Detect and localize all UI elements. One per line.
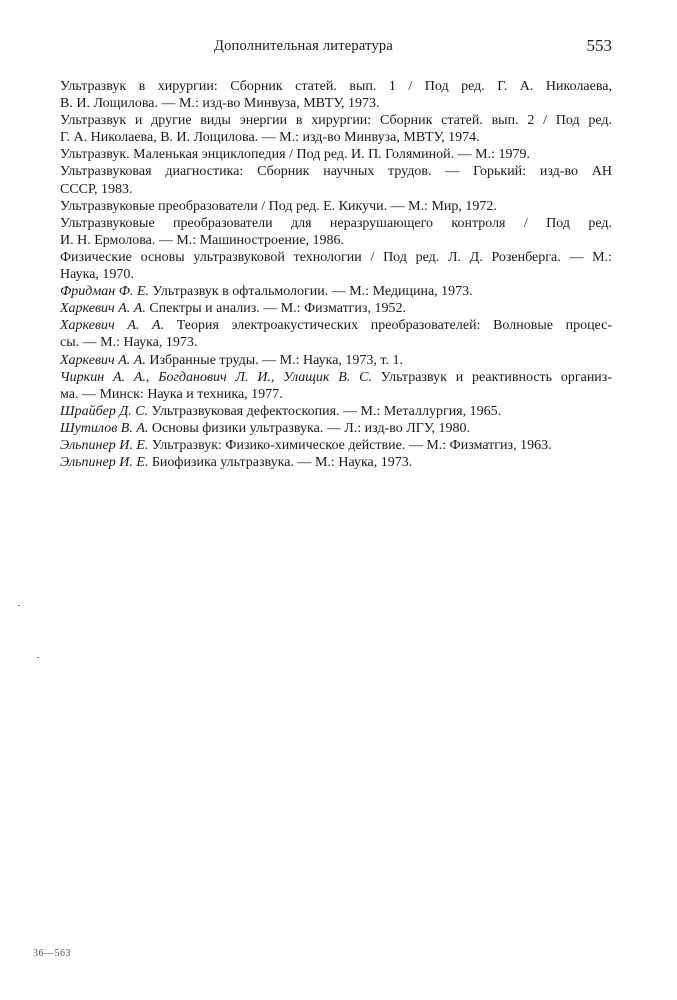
reference-line bbox=[60, 420, 612, 437]
reference-entry bbox=[60, 317, 612, 351]
reference-text: Физические основы ультразвуковой технологии / Под ред. Л. Д. Розенберга. — М.: bbox=[60, 249, 612, 265]
reference-entry bbox=[60, 198, 612, 215]
reference-line bbox=[60, 163, 612, 180]
reference-author: Чиркин А. А., Богданович Л. И., Улащик В. С. bbox=[60, 369, 372, 385]
reference-text: Г. А. Николаева, В. И. Лощилова. — М.: изд-во Минвуза, МВТУ, 1974. bbox=[60, 130, 480, 146]
reference-entry bbox=[60, 300, 612, 317]
reference-text: В. И. Лощилова. — М.: изд-во Минвуза, МВТУ, 1973. bbox=[60, 96, 380, 112]
reference-text: Ультразвуковая диагностика: Сборник научных трудов. — Горький: изд-во АН bbox=[60, 164, 612, 180]
reference-author: Харкевич А. А. bbox=[60, 318, 165, 334]
reference-entry bbox=[60, 283, 612, 300]
reference-entry bbox=[60, 146, 612, 163]
reference-text: ма. — Минск: Наука и техника, 1977. bbox=[60, 386, 283, 402]
reference-line bbox=[60, 129, 612, 146]
reference-line bbox=[60, 334, 612, 351]
reference-author: Фридман Ф. Е. bbox=[60, 284, 150, 300]
reference-entry bbox=[60, 403, 612, 420]
page-number: 553 bbox=[586, 36, 612, 55]
reference-text: Ультразвук в офтальмологии. — М.: Медицина, 1973. bbox=[149, 284, 473, 300]
reference-text: Ультразвук: Физико-химическое действие. — М.: Физматгиз, 1963. bbox=[148, 437, 552, 453]
reference-line bbox=[60, 317, 612, 334]
reference-entry bbox=[60, 352, 612, 369]
reference-text: Биофизика ультразвука. — М.: Наука, 1973. bbox=[148, 455, 413, 471]
reference-entry bbox=[60, 369, 612, 403]
reference-author: Харкевич А. А. bbox=[60, 301, 146, 317]
reference-text: Наука, 1970. bbox=[60, 267, 134, 283]
reference-text: И. Н. Ермолова. — М.: Машиностроение, 1986. bbox=[60, 232, 345, 248]
reference-text: Спектры и анализ. — М.: Физматгиз, 1952. bbox=[145, 301, 406, 317]
reference-line bbox=[60, 112, 612, 129]
reference-entry bbox=[60, 420, 612, 437]
reference-text: Ультразвуковые преобразователи для неразрушающего контроля / Под ред. bbox=[60, 215, 612, 231]
printer-signature: 36—563 bbox=[33, 948, 71, 959]
reference-entry bbox=[60, 78, 612, 112]
reference-line bbox=[60, 232, 612, 249]
reference-text: Ультразвук и реактивность организ- bbox=[371, 369, 612, 385]
reference-text: Избранные труды. — М.: Наука, 1973, т. 1. bbox=[145, 352, 403, 368]
reference-line bbox=[60, 146, 612, 163]
reference-entry bbox=[60, 163, 612, 197]
reference-author: Эльпинер И. Е. bbox=[60, 437, 149, 453]
reference-text: Основы физики ультразвука. — Л.: изд-во ЛГУ, 1980. bbox=[148, 420, 470, 436]
reference-entry bbox=[60, 112, 612, 146]
reference-author: Шутилов В. А. bbox=[60, 420, 149, 436]
reference-line bbox=[60, 403, 612, 420]
reference-text: СССР, 1983. bbox=[60, 181, 133, 197]
reference-line bbox=[60, 437, 612, 454]
scan-speck bbox=[18, 605, 20, 606]
reference-author: Эльпинер И. Е. bbox=[60, 455, 149, 471]
reference-line bbox=[60, 266, 612, 283]
reference-line bbox=[60, 454, 612, 471]
reference-line bbox=[60, 352, 612, 369]
reference-text: Теория электроакустических преобразователей: Волновые процес- bbox=[164, 318, 612, 334]
reference-line bbox=[60, 249, 612, 266]
reference-author: Харкевич А. А. bbox=[60, 352, 146, 368]
reference-line bbox=[60, 95, 612, 112]
reference-line bbox=[60, 300, 612, 317]
running-header bbox=[60, 36, 612, 58]
reference-line bbox=[60, 386, 612, 403]
reference-text: Ультразвуковая дефектоскопия. — М.: Металлургия, 1965. bbox=[148, 403, 502, 419]
reference-text: Ультразвук. Маленькая энциклопедия / Под ред. И. П. Голяминой. — М.: 1979. bbox=[60, 147, 530, 163]
reference-entry bbox=[60, 437, 612, 454]
reference-list bbox=[60, 78, 612, 471]
reference-line bbox=[60, 283, 612, 300]
reference-entry bbox=[60, 249, 612, 283]
reference-text: Ультразвуковые преобразователи / Под ред. Е. Кикучи. — М.: Мир, 1972. bbox=[60, 198, 497, 214]
reference-text: Ультразвук и другие виды энергии в хирургии: Сборник статей. вып. 2 / Под ред. bbox=[60, 113, 612, 129]
reference-line bbox=[60, 78, 612, 95]
reference-entry bbox=[60, 215, 612, 249]
reference-text: сы. — М.: Наука, 1973. bbox=[60, 335, 198, 351]
scan-speck bbox=[37, 657, 39, 658]
reference-text: Ультразвук в хирургии: Сборник статей. вып. 1 / Под ред. Г. А. Николаева, bbox=[60, 79, 612, 94]
reference-line bbox=[60, 215, 612, 232]
reference-line bbox=[60, 198, 612, 215]
reference-entry bbox=[60, 454, 612, 471]
reference-line bbox=[60, 369, 612, 386]
reference-author: Шрайбер Д. С. bbox=[60, 403, 149, 419]
header-title: Дополнительная литература bbox=[214, 38, 393, 54]
reference-line bbox=[60, 181, 612, 198]
